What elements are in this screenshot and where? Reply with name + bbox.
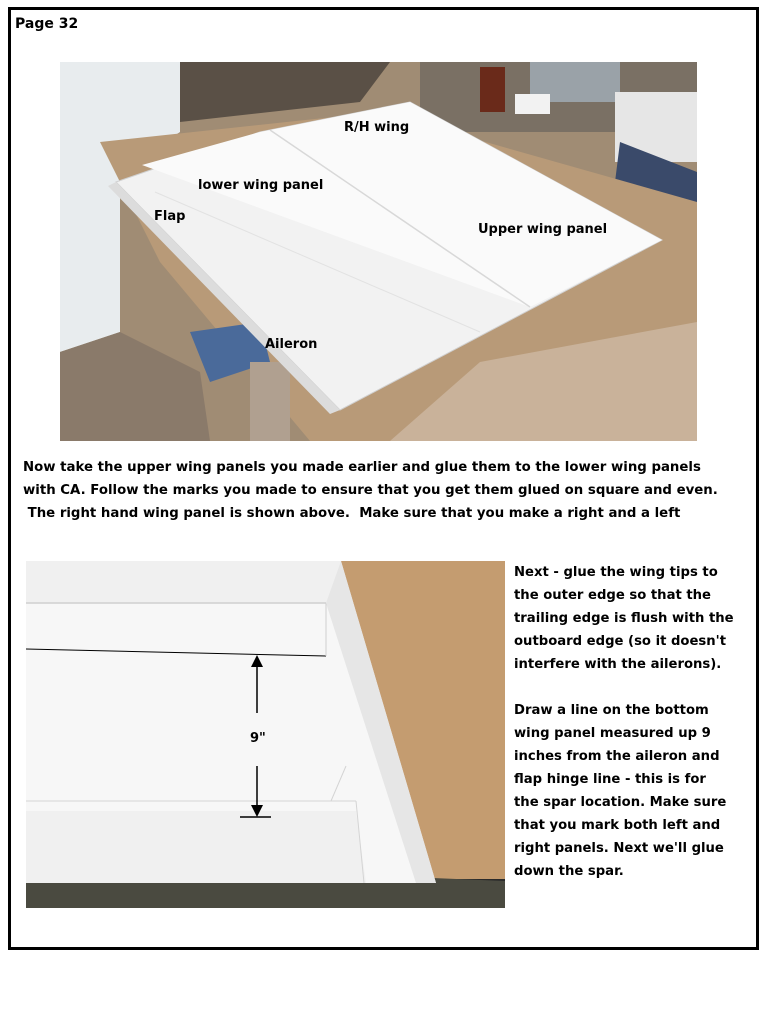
side-line: the outer edge so that the <box>514 588 712 603</box>
side-line: outboard edge (so it doesn't <box>514 634 727 649</box>
side-line: inches from the aileron and <box>514 749 720 764</box>
side-line: trailing edge is flush with the <box>514 611 734 626</box>
instruction-line: The right hand wing panel is shown above. Make sure that you make a right and a left <box>23 506 681 521</box>
instruction-line: with CA. Follow the marks you made to ensure that you get them glued on square and even. <box>23 483 718 498</box>
page-number: Page 32 <box>15 16 79 32</box>
wing-panel-photo <box>60 62 697 441</box>
side-line: Next - glue the wing tips to <box>514 565 718 580</box>
instruction-line: Now take the upper wing panels you made earlier and glue them to the lower wing panels <box>23 460 701 475</box>
side-line: down the spar. <box>514 864 624 879</box>
side-line: right panels. Next we'll glue <box>514 841 724 856</box>
label-lower-wing-panel: lower wing panel <box>198 178 324 193</box>
wing-panel-photo-image <box>60 62 697 441</box>
label-rh-wing: R/H wing <box>344 120 410 135</box>
instruction-paragraph <box>23 456 758 525</box>
side-line: Draw a line on the bottom <box>514 703 709 718</box>
measurement-label-9-inches: 9" <box>250 731 266 746</box>
side-line: the spar location. Make sure <box>514 795 727 810</box>
label-upper-wing-panel: Upper wing panel <box>478 222 608 237</box>
paragraph-gap <box>514 676 754 699</box>
side-line: that you mark both left and <box>514 818 721 833</box>
label-flap: Flap <box>154 209 186 224</box>
side-line: wing panel measured up 9 <box>514 726 711 741</box>
label-aileron: Aileron <box>265 337 318 352</box>
side-instructions <box>514 561 754 883</box>
side-line: interfere with the ailerons). <box>514 657 722 672</box>
side-line: flap hinge line - this is for <box>514 772 706 787</box>
